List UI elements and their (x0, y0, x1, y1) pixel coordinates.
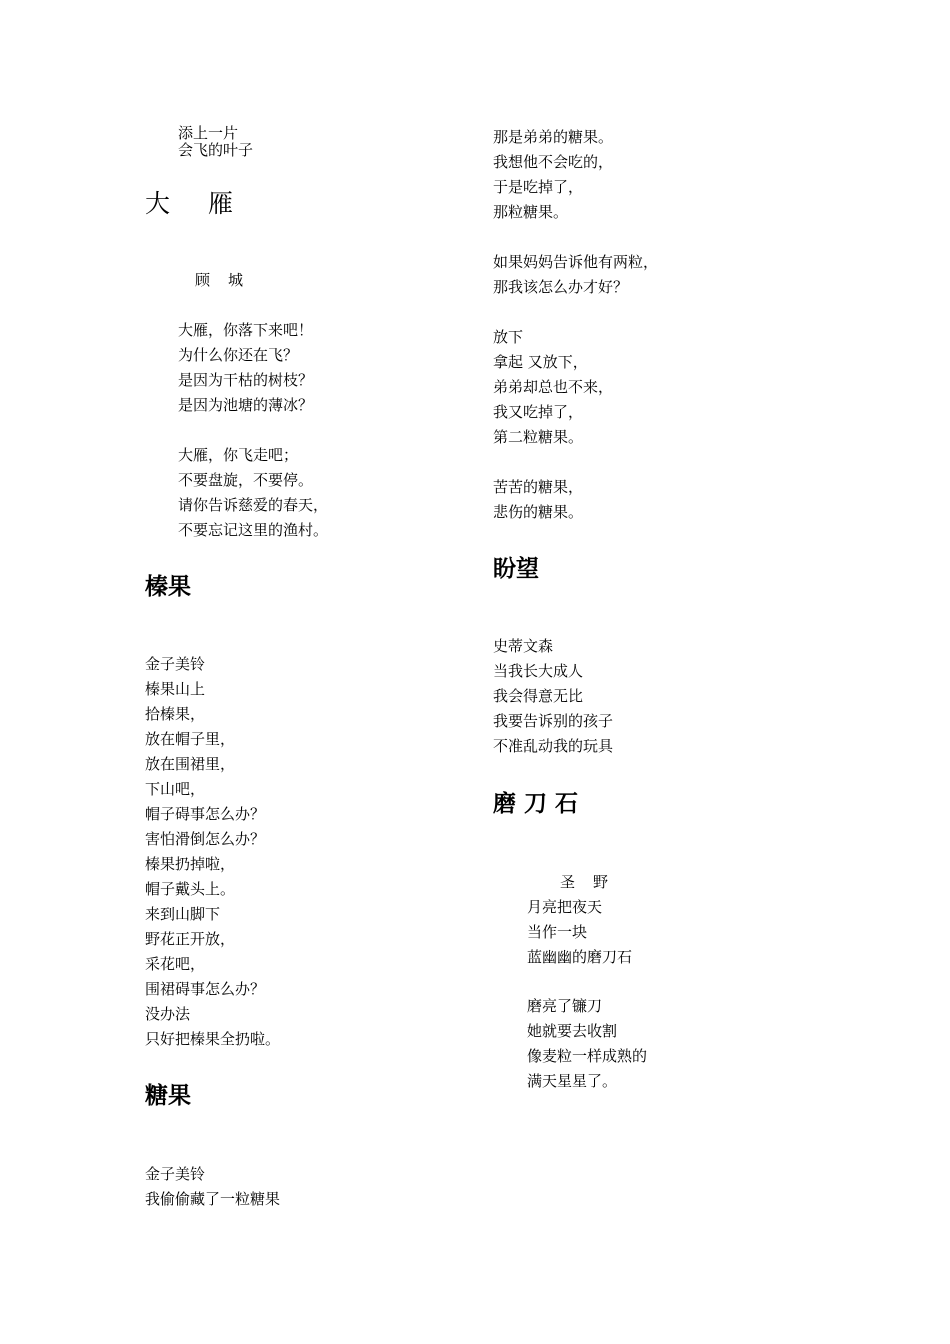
poem-line: 像麦粒一样成熟的 (527, 1047, 648, 1065)
poem-line: 放在围裙里， (145, 755, 236, 773)
poem-line: 是因为池塘的薄冰？ (178, 396, 314, 414)
poem-line: 那我该怎么办才好？ (493, 278, 629, 296)
poem-line: 拿起 又放下， (493, 353, 588, 371)
poem-line: 榛果扔掉啦， (145, 855, 236, 873)
poem-line: 不准乱动我的玩具 (493, 737, 614, 755)
poem-line: 当作一块 (527, 923, 588, 941)
poem-line: 围裙碍事怎么办？ (145, 980, 266, 998)
poem-line: 她就要去收割 (527, 1022, 618, 1040)
poem-line: 那是弟弟的糖果。 (493, 128, 614, 146)
poem-line: 我要告诉别的孩子 (493, 712, 614, 730)
poem-line: 为什么你还在飞？ (178, 346, 299, 364)
poem-author-modaoshi: 圣野 (560, 873, 627, 891)
intro-line-2: 会飞的叶子 (178, 141, 254, 159)
poem-line: 那粒糖果。 (493, 203, 569, 221)
poem-line: 我偷偷藏了一粒糖果 (145, 1190, 281, 1208)
poem-line: 月亮把夜天 (527, 898, 603, 916)
poem-line: 我会得意无比 (493, 687, 584, 705)
poem-line: 不要忘记这里的渔村。 (178, 521, 329, 539)
poem-line: 悲伤的糖果。 (493, 503, 584, 521)
poem-title-modaoshi: 磨刀石 (493, 791, 586, 817)
poem-line: 来到山脚下 (145, 905, 221, 923)
poem-line: 蓝幽幽的磨刀石 (527, 948, 633, 966)
poem-line: 当我长大成人 (493, 662, 584, 680)
poem-line: 帽子碍事怎么办？ (145, 805, 266, 823)
poem-line: 榛果山上 (145, 680, 206, 698)
poem-line: 拾榛果， (145, 705, 206, 723)
poem-line: 是因为干枯的树枝？ (178, 371, 314, 389)
poem-line: 采花吧， (145, 955, 206, 973)
poem-author-tangguo: 金子美铃 (145, 1165, 206, 1183)
intro-line-1: 添上一片 (178, 124, 239, 142)
poem-line: 第二粒糖果。 (493, 428, 584, 446)
poem-title-zhenguo: 榛果 (145, 574, 191, 600)
poem-line: 我想他不会吃的， (493, 153, 614, 171)
poem-line: 大雁，你落下来吧！ (178, 321, 314, 339)
poem-line: 放在帽子里， (145, 730, 236, 748)
poem-line: 苦苦的糖果， (493, 478, 584, 496)
poem-line: 满天星星了。 (527, 1072, 618, 1090)
poem-title-dayan: 大雁 (145, 189, 272, 218)
poem-title-panwang: 盼望 (493, 556, 539, 582)
poem-line: 害怕滑倒怎么办？ (145, 830, 266, 848)
poem-line: 没办法 (145, 1005, 191, 1023)
poem-line: 弟弟却总也不来， (493, 378, 614, 396)
poem-line: 大雁，你飞走吧； (178, 446, 299, 464)
poem-line: 于是吃掉了， (493, 178, 584, 196)
poem-line: 磨亮了镰刀 (527, 997, 603, 1015)
poem-author-panwang: 史蒂文森 (493, 637, 554, 655)
poem-line: 只好把榛果全扔啦。 (145, 1030, 281, 1048)
poem-line: 我又吃掉了， (493, 403, 584, 421)
poem-line: 不要盘旋，不要停。 (178, 471, 314, 489)
poem-line: 如果妈妈告诉他有两粒， (493, 253, 659, 271)
poem-line: 请你告诉慈爱的春天， (178, 496, 329, 514)
poem-line: 帽子戴头上。 (145, 880, 236, 898)
poem-line: 下山吧， (145, 780, 206, 798)
poem-line: 放下 (493, 328, 524, 346)
poem-author-dayan: 顾城 (195, 271, 262, 289)
poem-author-zhenguo: 金子美铃 (145, 655, 206, 673)
poem-line: 野花正开放， (145, 930, 236, 948)
poem-title-tangguo: 糖果 (145, 1083, 191, 1109)
